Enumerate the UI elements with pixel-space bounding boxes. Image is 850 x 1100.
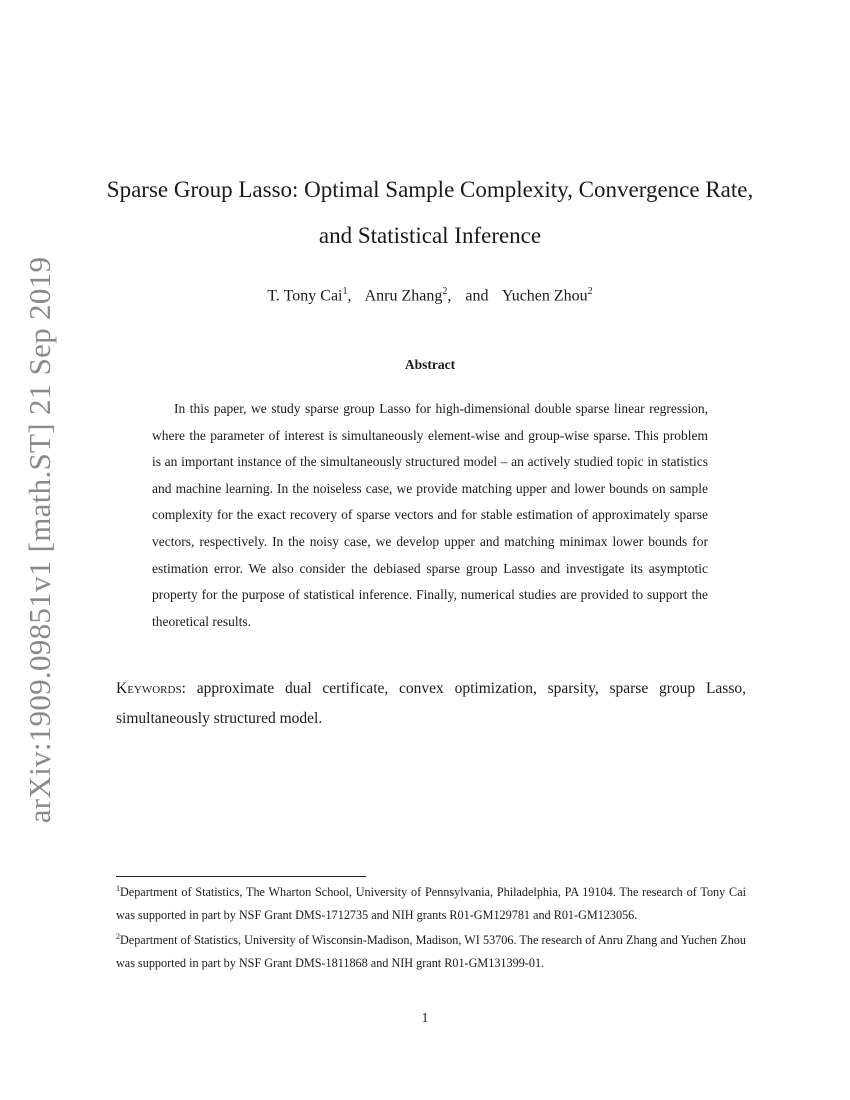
keywords bbox=[116, 674, 746, 734]
keywords-label: Keywords: bbox=[116, 680, 186, 697]
author-name: Anru Zhang bbox=[364, 287, 443, 305]
footnote-text: Department of Statistics, The Wharton School, University of Pennsylvania, Philadelphia, PA 19104. The research of Tony Cai was supported in part by NSF Grant DMS-1712735 and NIH grants R01-GM129781 and R01-GM123056. bbox=[116, 885, 746, 922]
abstract-heading: Abstract bbox=[404, 357, 456, 372]
page-number: 1 bbox=[421, 1010, 429, 1025]
footnote-divider bbox=[116, 876, 366, 877]
keywords-text: approximate dual certificate, convex optimization, sparsity, sparse group Lasso, simultaneously structured model. bbox=[116, 680, 747, 727]
author-list: T. Tony Cai$^1$, Anru Zhang$^2$, and Yuchen Zhou$^2$ bbox=[267, 286, 593, 305]
author-name: T. Tony Cai bbox=[267, 287, 343, 305]
arxiv-identifier-stamp: arXiv:1909.09851v1 [math.ST] 21 Sep 2019 bbox=[22, 256, 57, 824]
author-conjunction: and bbox=[465, 287, 489, 305]
affiliation-mark: 2 bbox=[442, 286, 448, 297]
affiliation-mark: 1 bbox=[342, 286, 348, 297]
affiliation-mark: 2 bbox=[587, 286, 593, 297]
footnotes bbox=[116, 878, 746, 974]
abstract-text: In this paper, we study sparse group Lasso for high-dimensional double sparse linear regression, where the parameter of interest is simultaneously element-wise and group-wise sparse. This problem is an important instance of the simultaneously structured model – an actively studied topic in statistics and machine learning. In the noiseless case, we provide matching upper and lower bounds on sample complexity for the exact recovery of sparse vectors and for stable estimation of approximately sparse vectors, respectively. In the noisy case, we develop upper and matching minimax lower bounds for estimation error. We also consider the debiased sparse group Lasso and investigate its asymptotic property for the purpose of statistical inference. Finally, numerical studies are provided to support the theoretical results. bbox=[152, 401, 708, 629]
footnote bbox=[116, 926, 746, 974]
paper-title: Sparse Group Lasso: Optimal Sample Complexity, Convergence Rate, and Statistical Inference bbox=[106, 177, 754, 248]
footnote-mark: 2 bbox=[116, 932, 120, 942]
author-name: Yuchen Zhou bbox=[501, 287, 588, 305]
footnote-mark: 1 bbox=[116, 884, 120, 893]
footnote-text: Department of Statistics, University of Wisconsin-Madison, Madison, WI 53706. The research of Anru Zhang and Yuchen Zhou was supported in part by NSF Grant DMS-1811868 and NIH grant R01-GM131399-01. bbox=[116, 933, 746, 970]
footnote bbox=[116, 878, 746, 926]
